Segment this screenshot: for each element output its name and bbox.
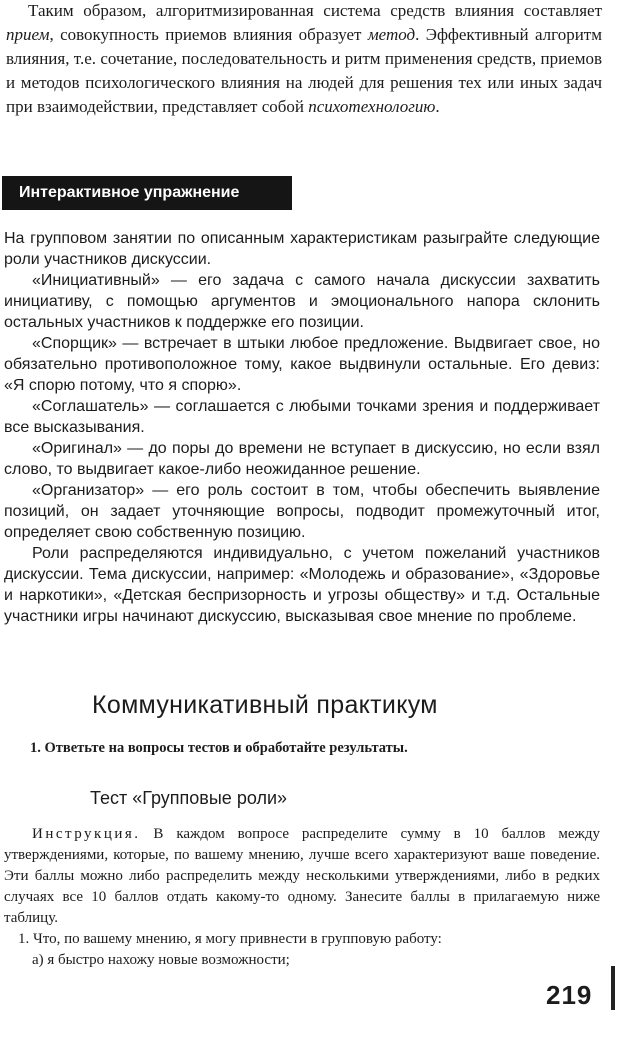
- instruction-paragraph: Инструкция. В каждом вопросе распределите сумму в 10 баллов между утверждениями, которые, по вашему мнению, лучше всего характеризуют ваше поведение. Эти баллы можно либо распределить между несколькими утверждениями, либо в редких случаях все 10 баллов отдать какому-то одному. Занесите баллы в прилагаемую ниже таблицу.: [4, 826, 600, 926]
- term-priem: прием: [6, 25, 50, 44]
- role-initiator: «Инициативный» — его задача с самого начала дискуссии захватить инициативу, с помощью аргументов и эмоционального напора склонить остальных участников к поддержке его позиции.: [4, 272, 600, 331]
- term-metod: метод: [367, 25, 416, 44]
- role-arguer: «Спорщик» — встречает в штыки любое предложение. Выдвигает свое, но обязательно противоположное тому, какое выдвинули остальные. Его девиз: «Я спорю потому, что я спорю».: [4, 335, 600, 394]
- exercise-paragraph: Роли распределяются индивидуально, с учетом пожеланий участников дискуссии. Тема дискуссии, например: «Молодежь и образование», «Здоровье и наркотики», «Детская беспризорность и угрозы обществу» и т.д. Остальные участники игры начинают дискуссию, высказывая свое мнение по проблеме.: [4, 545, 600, 625]
- instruction-text: [4, 824, 600, 971]
- exercise-paragraph: На групповом занятии по описанным характеристикам разыграйте следующие роли участников дискуссии.: [4, 230, 600, 268]
- page-number: 219: [546, 980, 593, 1010]
- test-title: Тест «Групповые роли»: [90, 788, 288, 808]
- section-heading: Коммуникативный практикум: [92, 691, 438, 719]
- exercise-text: [4, 228, 600, 627]
- task-heading: 1. Ответьте на вопросы тестов и обработайте результаты.: [30, 740, 408, 756]
- page-edge-mark: [611, 966, 615, 1010]
- intro-text: [6, 0, 602, 119]
- instruction-label: Инструкция.: [32, 826, 141, 842]
- intro-paragraph: Таким образом, алгоритмизированная система средств влияния составляет прием, совокупность приемов влияния образует метод. Эффективный алгоритм влияния, т.е. сочетание, последовательность и ритм применения средств, приемов и методов психологического влияния на людей для решения тех или иных задач при взаимодействии, представляет собой психотехнологию.: [6, 1, 602, 116]
- role-organizer: «Организатор» — его роль состоит в том, чтобы обеспечить выявление позиций, он задает уточняющие вопросы, подводит промежуточный итог, определяет свою собственную позицию.: [4, 482, 600, 541]
- role-original: «Оригинал» — до поры до времени не вступает в дискуссию, но если взял слово, то выдвигает какое-либо неожиданное решение.: [4, 440, 600, 478]
- answer-option: а) я быстро нахожу новые возможности;: [32, 952, 290, 968]
- role-agreer: «Соглашатель» — соглашается с любыми точками зрения и поддерживает все высказывания.: [4, 398, 600, 436]
- exercise-label: Интерактивное упражнение: [2, 176, 292, 210]
- question-item: 1. Что, по вашему мнению, я могу привнести в групповую работу:: [18, 931, 442, 947]
- term-psychotechnology: психотехнологию: [308, 97, 436, 116]
